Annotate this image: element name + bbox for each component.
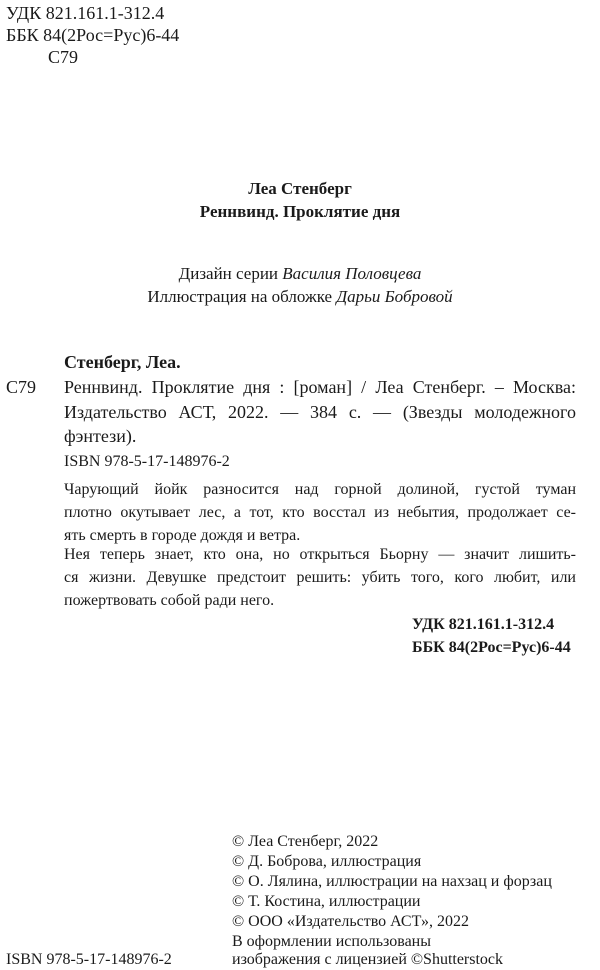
copyright-line: © О. Лялина, иллюстрации на нахзац и форзац (232, 873, 552, 890)
series-design-label: Дизайн серии (178, 264, 279, 283)
catalog-isbn: ISBN 978-5-17-148976-2 (64, 453, 230, 470)
catalog-code: С79 (6, 377, 37, 397)
catalog-heading: Стенберг, Леа. (64, 352, 181, 372)
author-name: Леа Стенберг (248, 179, 352, 198)
copyright-line: изображения с лицензией ©Shutterstock (232, 951, 504, 968)
annotation-line: ять смерть в городе дождя и ветра. (64, 527, 301, 544)
series-design-name: Василия Половцева (282, 264, 422, 283)
copyright-line: © Т. Костина, иллюстрации (232, 893, 421, 910)
header-code: С79 (48, 47, 79, 67)
catalog-description-line: Реннвинд. Проклятие дня : [роман] / Леа Стенберг. – Москва: (64, 377, 576, 397)
catalog-description-line: фэнтези). (64, 426, 137, 446)
copyright-line: В оформлении использованы (232, 933, 431, 950)
cover-illustration-label: Иллюстрация на обложке (147, 287, 333, 306)
copyright-line: © Леа Стенберг, 2022 (232, 833, 379, 850)
annotation-line: Нея теперь знает, кто она, но открыться Бьорну — значит лишить- (64, 546, 576, 563)
cover-illustration-name: Дарьи Бобровой (336, 287, 453, 306)
annotation-line: Чарующий йойк разносится над горной долиной, густой туман (64, 481, 576, 498)
book-title: Реннвинд. Проклятие дня (199, 202, 401, 221)
catalog-description-line: Издательство АСТ, 2022. — 384 с. — (Звезды молодежного (64, 402, 576, 422)
copyright-line: © Д. Боброва, иллюстрация (232, 853, 422, 870)
header-bbk: ББК 84(2Рос=Рус)6-44 (6, 25, 180, 45)
catalog-bbk: ББК 84(2Рос=Рус)6-44 (412, 639, 571, 656)
footer-isbn: ISBN 978-5-17-148976-2 (6, 951, 172, 968)
annotation-line: плотно окутывает лес, а тот, кто восстал из небытия, продолжает се- (64, 504, 576, 521)
copyright-line: © ООО «Издательство АСТ», 2022 (232, 913, 469, 930)
cover-illustration-credit (0, 286, 600, 307)
catalog-udk: УДК 821.161.1-312.4 (412, 616, 555, 633)
annotation-line: пожертвовать собой ради него. (64, 592, 275, 609)
header-udk: УДК 821.161.1-312.4 (6, 3, 165, 23)
annotation-line: ся жизни. Девушке предстоит решить: убить того, кого любит, или (64, 569, 576, 586)
series-design-credit (0, 263, 600, 284)
